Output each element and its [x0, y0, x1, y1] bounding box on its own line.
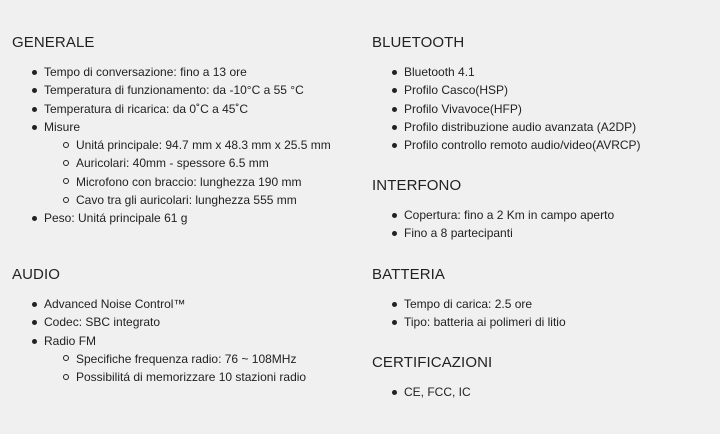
section-batteria	[372, 265, 720, 332]
sublist-item: Auricolari: 40mm - spessore 6.5 mm	[44, 154, 362, 172]
list-item: Advanced Noise Control™	[12, 295, 362, 313]
list-item-label: Radio FM	[44, 333, 97, 348]
section-generale	[12, 33, 362, 228]
section-title-interfono: INTERFONO	[372, 177, 462, 194]
list-item: Profilo controllo remoto audio/video(AVRCP)	[372, 136, 720, 154]
sublist-item: Specifiche frequenza radio: 76 ~ 108MHz	[44, 350, 362, 368]
section-bluetooth	[372, 33, 720, 154]
list-item: Tempo di conversazione: fino a 13 ore	[12, 63, 362, 81]
list-item: Tempo di carica: 2.5 ore	[372, 295, 720, 313]
list-item: Profilo Vivavoce(HFP)	[372, 100, 720, 118]
generale-list	[12, 63, 362, 228]
section-title-bluetooth: BLUETOOTH	[372, 34, 465, 51]
section-title-generale: GENERALE	[12, 34, 95, 51]
list-item: Tipo: batteria ai polimeri di litio	[372, 313, 720, 331]
section-title-audio: AUDIO	[12, 266, 61, 283]
interfono-list	[372, 206, 720, 243]
sublist-item: Unitá principale: 94.7 mm x 48.3 mm x 25.5 mm	[44, 136, 362, 154]
list-item: Bluetooth 4.1	[372, 63, 720, 81]
section-interfono	[372, 176, 720, 243]
misure-sublist	[44, 136, 362, 209]
list-item: Copertura: fino a 2 Km in campo aperto	[372, 206, 720, 224]
bluetooth-list	[372, 63, 720, 154]
audio-list	[12, 295, 362, 386]
sublist-item: Cavo tra gli auricolari: lunghezza 555 mm	[44, 191, 362, 209]
list-item: Peso: Unitá principale 61 g	[12, 209, 362, 227]
section-audio	[12, 265, 362, 386]
list-item: Temperatura di funzionamento: da -10°C a 55 °C	[12, 81, 362, 99]
list-item-label: Misure	[44, 119, 81, 134]
list-item: Temperatura di ricarica: da 0˚C a 45˚C	[12, 100, 362, 118]
list-item: Profilo Casco(HSP)	[372, 81, 720, 99]
list-item: Profilo distribuzione audio avanzata (A2DP)	[372, 118, 720, 136]
list-item: CE, FCC, IC	[372, 383, 720, 401]
batteria-list	[372, 295, 720, 332]
section-certificazioni	[372, 353, 720, 401]
section-title-certificazioni: CERTIFICAZIONI	[372, 354, 493, 371]
radio-sublist	[44, 350, 362, 387]
list-item: Fino a 8 partecipanti	[372, 224, 720, 242]
list-item-misure	[12, 118, 362, 209]
certificazioni-list	[372, 383, 720, 401]
sublist-item: Possibilitá di memorizzare 10 stazioni radio	[44, 368, 362, 386]
list-item: Codec: SBC integrato	[12, 313, 362, 331]
sublist-item: Microfono con braccio: lunghezza 190 mm	[44, 173, 362, 191]
list-item-radio	[12, 332, 362, 387]
section-title-batteria: BATTERIA	[372, 266, 446, 283]
